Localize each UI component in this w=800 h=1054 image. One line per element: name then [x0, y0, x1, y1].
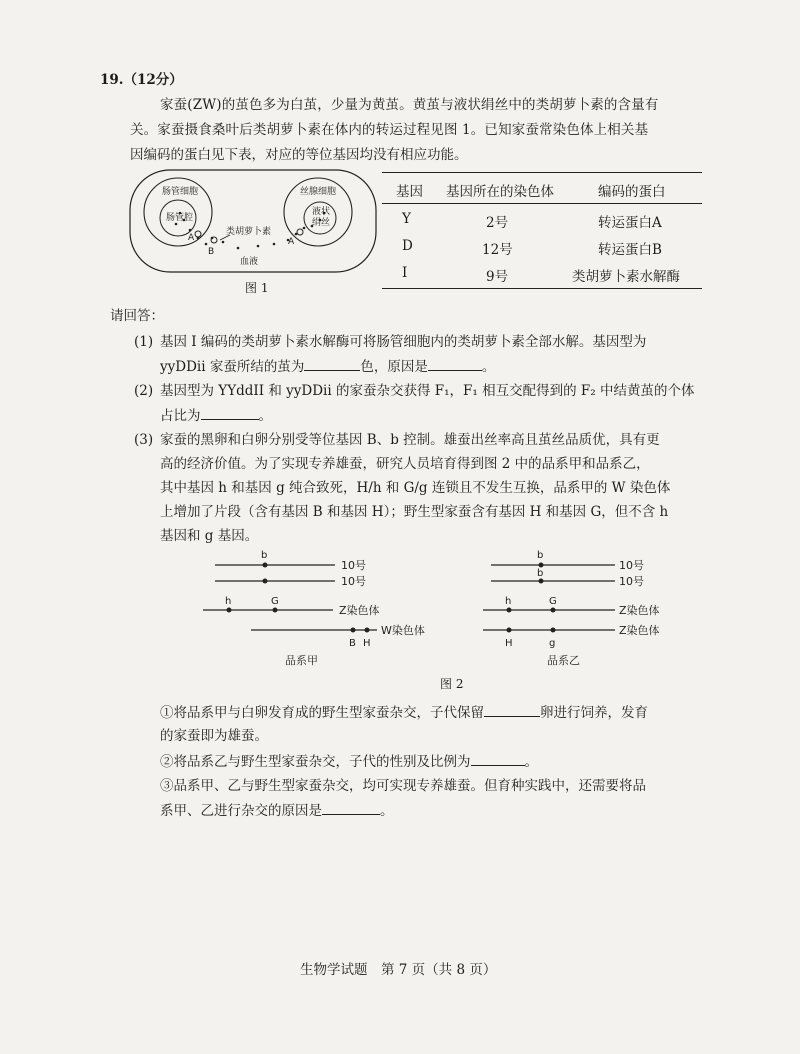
chr10-label-b1: 10号: [619, 559, 644, 572]
table-cell: Y: [402, 211, 411, 227]
please-answer: 请回答：: [110, 308, 164, 324]
figure-2-diagram: [195, 548, 715, 668]
q2-blank-ratio[interactable]: [201, 405, 259, 420]
transporter-a-right: [297, 229, 303, 235]
table-cell: D: [402, 238, 413, 254]
page-footer: 生物学试题 第 7 页（共 8 页）: [300, 962, 497, 978]
label-a-left: A: [188, 233, 195, 243]
q3-line: 上增加了片段（含有基因 B 和基因 H）；野生型家蚕含有基因 H 和基因 G，但不含 h: [160, 504, 669, 520]
gene-G-b: G: [549, 596, 557, 607]
sub3-line-1: ③品系甲、乙与野生型家蚕杂交，均可实现专养雄蚕。但育种实践中，还需要将品: [160, 778, 646, 794]
q2-line-1: 基因型为 YYddII 和 yyDDii 的家蚕杂交获得 F₁，F₁ 相互交配得到的 F₂ 中结黄茧的个体: [160, 383, 695, 399]
q1-number: (1): [134, 334, 154, 350]
label-intestine-cell: 肠管细胞: [162, 187, 199, 197]
gene-G-a: G: [271, 596, 279, 607]
sub1-blank[interactable]: [484, 702, 540, 717]
label-a-right: A: [288, 237, 295, 247]
gene-h-b: h: [505, 596, 512, 607]
table-cell: 2号: [486, 215, 509, 231]
q3-line: 高的经济价值。为了实现专养雄蚕，研究人员培育得到图 2 中的品系甲和品系乙，: [160, 456, 650, 472]
table-cell: 转运蛋白B: [598, 242, 662, 258]
label-silk-2: 绢丝: [312, 218, 331, 228]
q2-line-2: 占比为 。: [160, 405, 272, 426]
table-header-rule: [382, 203, 702, 204]
figure-1: [128, 168, 378, 276]
label-cavity: 肠管腔: [166, 213, 194, 223]
sub3-line-2: 系甲、乙进行杂交的原因是 。: [160, 800, 394, 821]
q3-line: 家蚕的黑卵和白卵分别受等位基因 B、b 控制。雄蚕出丝率高且茧丝品质优，具有更: [160, 432, 660, 448]
table-header-protein: 编码的蛋白: [598, 184, 666, 200]
table-header-chromosome: 基因所在的染色体: [446, 184, 554, 200]
figure-2: [195, 548, 715, 668]
table-cell: 类胡萝卜素水解酶: [572, 269, 680, 285]
strain-a-label: 品系甲: [285, 654, 318, 667]
intro-line-2: 关。家蚕摄食桑叶后类胡萝卜素在体内的转运过程见图 1。已知家蚕常染色体上相关基: [130, 122, 649, 138]
z-label-a: Z染色体: [339, 604, 380, 617]
chr10-label-a2: 10号: [341, 575, 366, 588]
sub1-line-2: 的家蚕即为雄蚕。: [160, 728, 268, 744]
chr10-label-a1: 10号: [341, 559, 366, 572]
question-number: 19.（12分）: [100, 72, 183, 88]
table-cell: I: [402, 265, 408, 281]
table-bottom-rule: [382, 288, 702, 289]
table-top-rule: [382, 172, 702, 173]
q1-line-2: yyDDii 家蚕所结的茧为 色，原因是 。: [160, 356, 495, 377]
figure-1-caption: 图 1: [245, 281, 269, 295]
q1-blank-reason[interactable]: [428, 356, 482, 371]
table-cell: 9号: [486, 269, 509, 285]
gene-b-b2: b: [537, 568, 544, 579]
gene-b-b1: b: [537, 550, 544, 561]
gene-H-b: H: [505, 638, 513, 649]
sub1-line-1: ①将品系甲与白卵发育成的野生型家蚕杂交，子代保留 卵进行饲养，发育: [160, 702, 648, 723]
gene-h-a: h: [225, 596, 232, 607]
transporter-a-left: [195, 231, 201, 237]
z-label-b1: Z染色体: [619, 604, 660, 617]
label-carotenoid: 类胡萝卜素: [226, 227, 272, 237]
q3-line: 其中基因 h 和基因 g 纯合致死，H/h 和 G/g 连锁且不发生互换，品系甲的 W 染色体: [160, 480, 671, 496]
sub3-blank[interactable]: [322, 800, 380, 815]
intro-line-3: 因编码的蛋白见下表，对应的等位基因均没有相应功能。: [130, 147, 468, 163]
table-cell: 转运蛋白A: [598, 215, 662, 231]
chr10-label-b2: 10号: [619, 575, 644, 588]
sub2-line: ②将品系乙与野生型家蚕杂交，子代的性别及比例为 。: [160, 751, 538, 772]
w-label-a: W染色体: [381, 624, 425, 637]
figure-2-caption: 图 2: [440, 677, 464, 691]
gene-g-b: g: [549, 638, 556, 649]
q1-blank-color[interactable]: [304, 356, 360, 371]
q3-line: 基因和 g 基因。: [160, 528, 259, 544]
z-label-b2: Z染色体: [619, 624, 660, 637]
strain-a-loci: [227, 563, 370, 633]
gene-b-a: b: [261, 550, 268, 561]
table-cell: 12号: [482, 242, 513, 258]
q2-number: (2): [134, 383, 154, 399]
q1-line-1: 基因 I 编码的类胡萝卜素水解酶可将肠管细胞内的类胡萝卜素全部水解。基因型为: [160, 334, 647, 350]
transporter-b-left: [211, 237, 217, 243]
intro-line-1: 家蚕(ZW)的茧色多为白茧，少量为黄茧。黄茧与液状绢丝中的类胡萝卜素的含量有: [160, 97, 659, 113]
label-silk-gland-cell: 丝腺细胞: [300, 187, 337, 197]
label-b-left: B: [208, 247, 215, 257]
label-silk-1: 液状: [312, 207, 331, 217]
figure-1-diagram: [128, 168, 378, 276]
table-header-gene: 基因: [396, 184, 423, 200]
label-blood: 血液: [240, 257, 259, 267]
q3-number: (3): [134, 432, 154, 448]
gene-H-a: H: [363, 638, 371, 649]
gene-B-a: B: [349, 638, 356, 649]
sub2-blank[interactable]: [471, 751, 525, 766]
strain-b-label: 品系乙: [547, 654, 580, 667]
